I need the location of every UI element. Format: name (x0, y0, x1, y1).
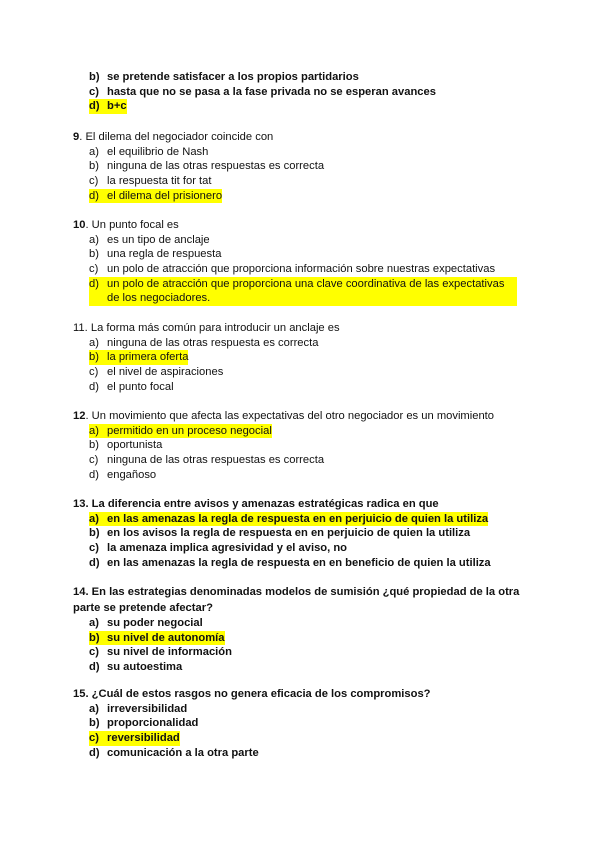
option-text: la primera oferta (107, 351, 189, 364)
option-a (89, 336, 523, 351)
option-letter: b) (89, 631, 107, 646)
option-letter: c) (89, 262, 99, 275)
option-text: ninguna de las otras respuestas es correcta (107, 453, 325, 466)
question-14 (73, 585, 521, 675)
option-text: el punto focal (107, 380, 174, 393)
option-letter: d) (89, 661, 100, 674)
question-text: . ¿Cuál de estos rasgos no genera eficacia de los compromisos? (85, 688, 431, 700)
question-number: 10 (73, 219, 86, 231)
option-d-correct (89, 277, 523, 306)
question-stem (73, 585, 521, 616)
option-text: irreversibilidad (107, 702, 188, 715)
option-letter: b) (89, 350, 107, 365)
option-text: en las amenazas la regla de respuesta en en perjuicio de quien la utiliza (107, 512, 489, 525)
option-b (89, 247, 523, 262)
option-a (89, 616, 521, 631)
option-letter: d) (89, 746, 100, 759)
option-text: su poder negocial (107, 617, 203, 629)
option-letter: b) (89, 71, 100, 83)
option-c (89, 645, 521, 660)
option-letter: b) (89, 527, 100, 540)
option-b (89, 70, 523, 85)
options-list (89, 145, 523, 204)
option-text: su nivel de información (107, 646, 232, 659)
option-letter: c) (89, 85, 99, 98)
question-stem (73, 497, 523, 512)
option-b (89, 159, 523, 174)
option-letter: c) (89, 646, 99, 659)
option-letter: b) (89, 160, 99, 173)
option-b (89, 716, 523, 731)
options-list (89, 702, 523, 761)
question-stem (73, 218, 523, 233)
option-text: la respuesta tit for tat (107, 174, 212, 187)
question-9 (73, 130, 523, 203)
option-text: comunicación a la otra parte (107, 746, 259, 759)
option-b (89, 438, 523, 453)
option-letter: c) (89, 174, 99, 187)
option-a-correct (89, 424, 523, 439)
question-text: . El dilema del negociador coincide con (79, 131, 274, 143)
option-a (89, 145, 523, 160)
option-c (89, 174, 523, 189)
question-text: . La forma más común para introducir un anclaje es (84, 322, 340, 334)
option-letter: c) (89, 365, 99, 378)
option-b-correct (89, 631, 521, 646)
option-letter: b) (89, 439, 99, 452)
options-list (89, 336, 523, 395)
option-letter: a) (89, 233, 99, 246)
option-d (89, 468, 523, 483)
question-15 (73, 687, 523, 760)
option-text: hasta que no se pasa a la fase privada no se esperan avances (107, 85, 436, 98)
option-c-correct (89, 731, 523, 746)
option-letter: c) (89, 541, 99, 554)
option-text: un polo de atracción que proporciona una clave coordinativa de las expectativas de los negociadores. (107, 277, 517, 306)
options-list (89, 512, 523, 571)
option-a (89, 702, 523, 717)
question-stem (73, 130, 523, 145)
question-text: . En las estrategias denominadas modelos de sumisión ¿qué propiedad de la otra parte se pretende afectar? (73, 586, 520, 614)
option-d (89, 746, 523, 761)
option-letter: a) (89, 702, 99, 715)
option-d (89, 556, 523, 571)
option-text: se pretende satisfacer a los propios partidarios (107, 71, 359, 83)
question-8-continuation (73, 70, 523, 114)
option-c (89, 541, 523, 556)
option-text: oportunista (107, 439, 163, 452)
option-d-correct (89, 189, 523, 204)
options-list (89, 70, 523, 114)
option-letter: d) (89, 189, 107, 204)
question-10 (73, 218, 523, 306)
option-text: engañoso (107, 468, 157, 481)
option-text: el dilema del prisionero (107, 189, 223, 202)
option-text: reversibilidad (107, 731, 180, 744)
question-stem (73, 409, 523, 424)
option-text: es un tipo de anclaje (107, 233, 210, 246)
option-text: ninguna de las otras respuesta es correcta (107, 336, 319, 349)
question-number: 15 (73, 688, 86, 700)
option-text: b+c (107, 100, 127, 113)
option-c (89, 365, 523, 380)
option-a (89, 233, 523, 248)
option-letter: a) (89, 145, 99, 158)
option-letter: a) (89, 424, 107, 439)
option-letter: a) (89, 617, 99, 629)
option-text: una regla de respuesta (107, 248, 222, 261)
option-text: permitido en un proceso negocial (107, 424, 272, 437)
option-text: la amenaza implica agresividad y el aviso, no (107, 541, 348, 554)
question-number: 9 (73, 131, 80, 143)
option-letter: d) (89, 277, 107, 306)
option-letter: d) (89, 380, 99, 393)
option-text: un polo de atracción que proporciona información sobre nuestras expectativas (107, 262, 496, 275)
question-number: 13 (73, 498, 86, 510)
option-c (89, 453, 523, 468)
option-c (89, 85, 523, 100)
option-letter: c) (89, 453, 99, 466)
option-letter: a) (89, 336, 99, 349)
question-text: . La diferencia entre avisos y amenazas estratégicas radica en que (85, 498, 439, 510)
option-text: su nivel de autonomía (107, 631, 225, 644)
question-11 (73, 321, 523, 394)
option-letter: a) (89, 512, 107, 527)
option-a-correct (89, 512, 523, 527)
option-letter: d) (89, 468, 99, 481)
option-text: proporcionalidad (107, 717, 199, 730)
option-text: en las amenazas la regla de respuesta en en beneficio de quien la utiliza (107, 556, 491, 569)
question-stem (73, 321, 523, 336)
option-d (89, 380, 523, 395)
option-text: el equilibrio de Nash (107, 145, 209, 158)
option-text: ninguna de las otras respuestas es correcta (107, 160, 325, 173)
question-text: . Un punto focal es (85, 219, 179, 231)
option-d-correct (89, 99, 523, 114)
option-letter: b) (89, 248, 99, 261)
option-letter: d) (89, 556, 100, 569)
question-number: 12 (73, 410, 86, 422)
question-13 (73, 497, 523, 570)
option-letter: d) (89, 99, 107, 114)
options-list (89, 424, 523, 483)
option-letter: b) (89, 717, 100, 730)
question-number: 11 (73, 322, 85, 334)
option-b-correct (89, 350, 523, 365)
option-text: en los avisos la regla de respuesta en en perjuicio de quien la utiliza (107, 527, 471, 540)
option-c (89, 262, 523, 277)
option-letter: c) (89, 731, 107, 746)
question-stem (73, 687, 523, 702)
options-list (89, 616, 521, 675)
question-text: . Un movimiento que afecta las expectativas del otro negociador es un movimiento (85, 410, 495, 422)
option-text: el nivel de aspiraciones (107, 365, 224, 378)
options-list (89, 233, 523, 307)
option-b (89, 526, 523, 541)
option-text: su autoestima (107, 661, 183, 674)
question-12 (73, 409, 523, 482)
option-d (89, 660, 521, 675)
question-number: 14 (73, 586, 86, 598)
